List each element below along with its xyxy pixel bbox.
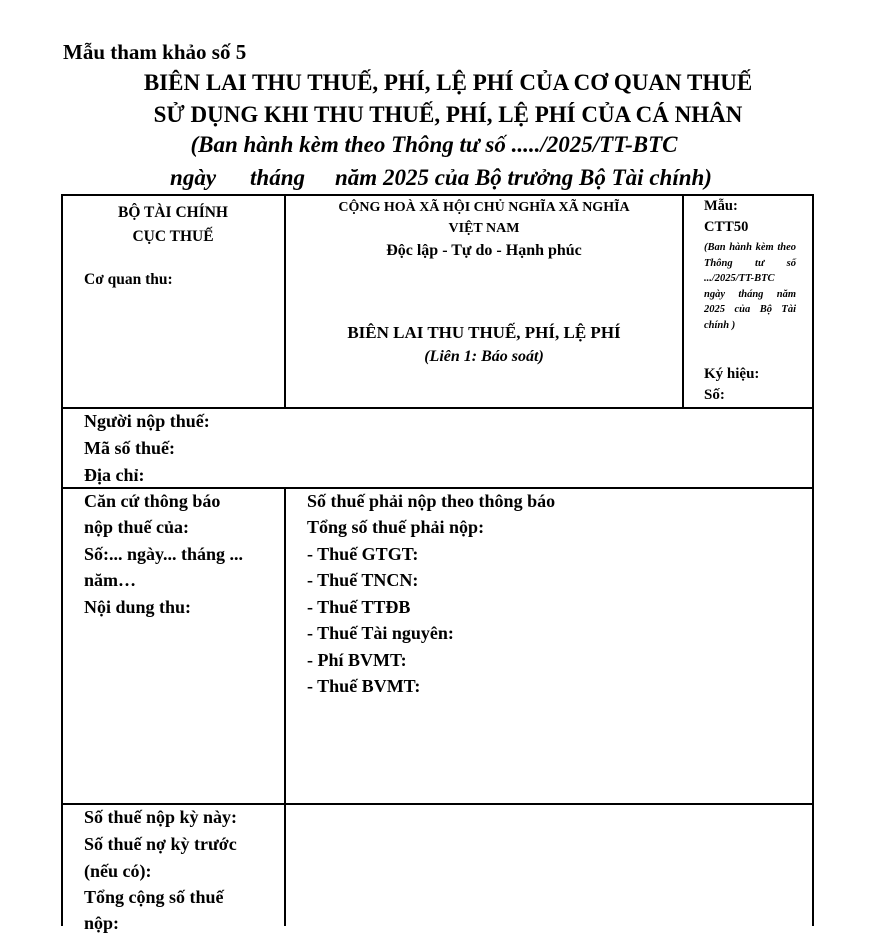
basis-line4: năm… (84, 570, 137, 590)
number-label: Số: (704, 387, 725, 403)
issued-by-line2 (0, 165, 889, 191)
template-label: Mẫu tham khảo số 5 (63, 40, 247, 64)
national-motto: Độc lập - Tự do - Hạnh phúc (386, 242, 582, 259)
summary-line4: Tổng cộng số thuế (84, 887, 224, 907)
collecting-agency-label: Cơ quan thu: (84, 271, 173, 288)
tax-item: - Thuế TTĐB (307, 597, 411, 617)
table-divider-2 (61, 487, 814, 489)
table-border-right (812, 194, 814, 926)
tax-item: - Thuế Tài nguyên: (307, 623, 454, 643)
summary-line5: nộp: (84, 913, 120, 933)
summary-line2: Số thuế nợ kỳ trước (84, 834, 237, 854)
content-label: Nội dung thu: (84, 597, 192, 617)
issued-rest: năm 2025 của Bộ trưởng Bộ Tài chính) (335, 165, 712, 190)
document-title-line1: BIÊN LAI THU THUẾ, PHÍ, LỆ PHÍ CỦA CƠ QUAN THUẾ (143, 70, 753, 95)
basis-line1: Căn cứ thông báo (84, 491, 221, 511)
tax-item: - Phí BVMT: (307, 650, 407, 670)
form-code: CTT50 (704, 219, 749, 235)
symbol-label: Ký hiệu: (704, 366, 760, 382)
amounts-heading: Số thuế phải nộp theo thông báo (307, 491, 556, 511)
table-border-left (61, 194, 63, 926)
nation-line2: VIỆT NAM (448, 221, 520, 236)
document-title-line2: SỬ DỤNG KHI THU THUẾ, PHÍ, LỆ PHÍ CỦA CÁ NHÂN (153, 102, 743, 127)
tax-code-label: Mã số thuế: (84, 438, 175, 458)
department-name: CỤC THUẾ (132, 228, 214, 245)
summary-line1: Số thuế nộp kỳ này: (84, 807, 238, 827)
form-label: Mẫu: (704, 198, 738, 214)
basis-line3: Số:... ngày... tháng ... (84, 544, 244, 564)
taxpayer-name-label: Người nộp thuế: (84, 411, 210, 431)
summary-line3: (nếu có): (84, 861, 152, 881)
tax-item: - Thuế TNCN: (307, 570, 419, 590)
nation-line1: CỘNG HOÀ XÃ HỘI CHỦ NGHĨA XÃ NGHĨA (338, 200, 630, 215)
ministry-block (62, 201, 284, 249)
table-divider-1 (61, 407, 814, 409)
total-tax-label: Tổng số thuế phải nộp: (307, 517, 485, 537)
receipt-title: BIÊN LAI THU THUẾ, PHÍ, LỆ PHÍ (347, 323, 621, 342)
nation-heading (286, 197, 682, 239)
tax-item: - Thuế BVMT: (307, 676, 421, 696)
ministry-name: BỘ TÀI CHÍNH (118, 204, 228, 221)
table-col-1-bottom (284, 487, 286, 926)
table-border-top (61, 194, 814, 196)
form-issuance-note: (Ban hành kèm theo Thông tư số .../2025/TT-BTC ngày tháng năm 2025 của Bộ Tài chính ) (704, 242, 796, 331)
address-label: Địa chỉ: (84, 465, 145, 485)
issued-by-line1: (Ban hành kèm theo Thông tư số ...../2025/TT-BTC (190, 132, 678, 157)
table-divider-3 (61, 803, 814, 805)
issued-day: ngày (170, 165, 217, 190)
copy-note: (Liên 1: Báo soát) (424, 348, 544, 365)
issued-month: tháng (250, 165, 306, 190)
tax-item: - Thuế GTGT: (307, 544, 419, 564)
table-col-2-top (682, 194, 684, 409)
basis-line2: nộp thuế của: (84, 517, 190, 537)
